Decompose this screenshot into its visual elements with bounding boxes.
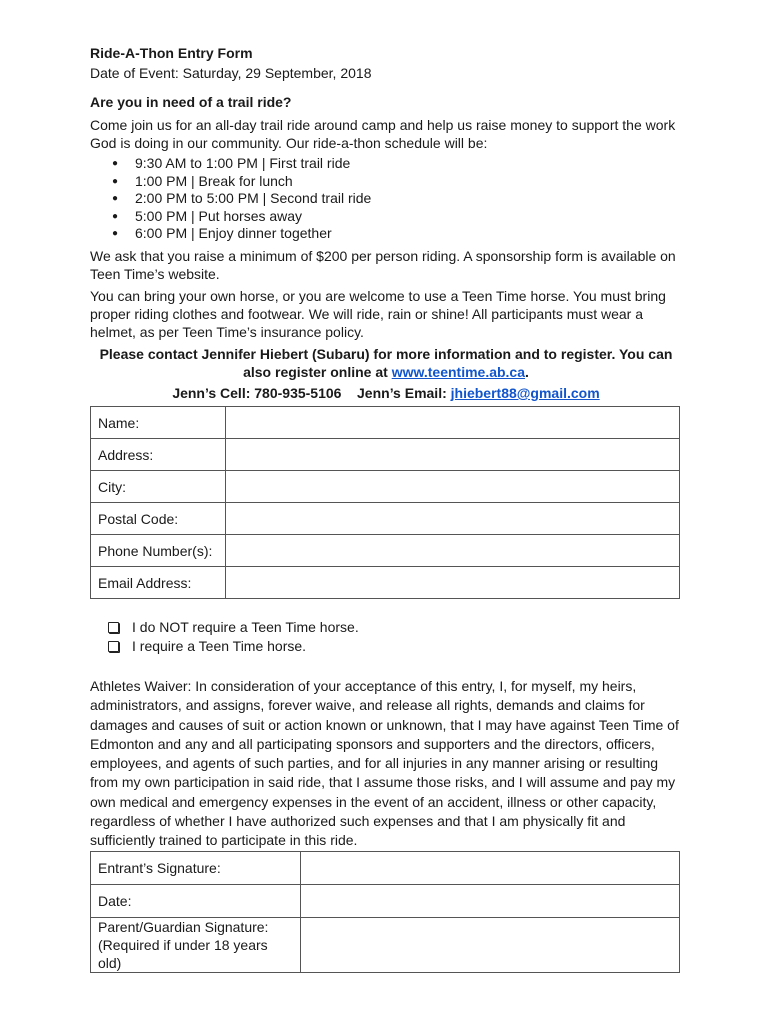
intro-question: Are you in need of a trail ride?: [90, 94, 292, 110]
contact-line-2-prefix: also register online at: [243, 364, 392, 380]
signature-table: [90, 851, 680, 973]
field-label-name: Name:: [91, 407, 226, 439]
signature-date-label: Date:: [91, 885, 301, 918]
schedule-item: ● 5:00 PM | Put horses away: [112, 208, 672, 226]
entrant-signature-label: Entrant’s Signature:: [91, 852, 301, 885]
parent-signature-label-line-2: (Required if under 18 years old): [98, 937, 268, 971]
email-label: Jenn’s Email:: [357, 385, 451, 401]
table-row: [91, 439, 680, 471]
table-row: [91, 407, 680, 439]
phone-field[interactable]: [226, 535, 680, 567]
event-date: Date of Event: Saturday, 29 September, 2018: [90, 65, 372, 81]
contact-line-2: [90, 363, 682, 381]
schedule-item: ● 1:00 PM | Break for lunch: [112, 173, 672, 191]
table-row: [91, 567, 680, 599]
signature-date-field[interactable]: [301, 885, 680, 918]
contact-details: [90, 384, 682, 402]
contact-line-2-suffix: .: [525, 364, 529, 380]
schedule-item: ● 2:00 PM to 5:00 PM | Second trail ride: [112, 190, 672, 208]
registration-table: [90, 406, 680, 599]
website-link[interactable]: www.teentime.ab.ca: [391, 364, 526, 380]
table-row: [91, 852, 680, 885]
table-row: [91, 885, 680, 918]
horse-option-label: I require a Teen Time horse.: [132, 638, 307, 654]
horse-info-paragraph: You can bring your own horse, or you are welcome to use a Teen Time horse. You must bring proper riding clothes and footwear. We will ride, rain or shine! All participants must wear a helmet, as per Teen Time’s insurance policy.: [90, 288, 666, 340]
horse-option-not-required[interactable]: [108, 618, 359, 637]
field-label-postal-code: Postal Code:: [91, 503, 226, 535]
horse-option-required[interactable]: [108, 637, 306, 656]
checkbox-icon[interactable]: [108, 622, 119, 633]
waiver-paragraph: Athletes Waiver: In consideration of your acceptance of this entry, I, for myself, my heirs, administrators, and assigns, forever waive, and release all rights, demands and claims for damages and causes of suit or action known or unknown, that I may have against Teen Time of Edmonton and any and all participating sponsors and supporters and the directors, officers, employees, and agents of such parties, and for all injuries in any manner arising or resulting from my own participation in said ride, that I assume those risks, and I will assume and pay my own medical and emergency expenses in the event of an accident, illness or other capacity, regardless of whether I have authorized such expenses and that I am physically fit and sufficiently trained to participate in this ride.: [90, 678, 679, 849]
form-title: Ride-A-Thon Entry Form: [90, 45, 253, 61]
field-label-city: City:: [91, 471, 226, 503]
contact-block: [90, 345, 682, 381]
parent-signature-label: [91, 918, 301, 973]
checkbox-icon[interactable]: [108, 641, 119, 652]
parent-signature-label-line-1: Parent/Guardian Signature:: [98, 919, 269, 935]
table-row: [91, 918, 680, 973]
intro-paragraph: Come join us for an all-day trail ride around camp and help us raise money to support the work God is doing in our community. Our ride-a-thon schedule will be:: [90, 117, 676, 151]
table-row: [91, 471, 680, 503]
schedule-list: [112, 155, 672, 243]
postal-code-field[interactable]: [226, 503, 680, 535]
field-label-address: Address:: [91, 439, 226, 471]
schedule-item: ● 6:00 PM | Enjoy dinner together: [112, 225, 672, 243]
sponsorship-paragraph: We ask that you raise a minimum of $200 per person riding. A sponsorship form is available on Teen Time’s website.: [90, 248, 676, 282]
email-link[interactable]: jhiebert88@gmail.com: [450, 385, 600, 401]
horse-option-label: I do NOT require a Teen Time horse.: [132, 619, 359, 635]
cell-number: Jenn’s Cell: 780-935-5106: [172, 385, 342, 401]
table-row: [91, 535, 680, 567]
entrant-signature-field[interactable]: [301, 852, 680, 885]
schedule-item: ● 9:30 AM to 1:00 PM | First trail ride: [112, 155, 672, 173]
email-field[interactable]: [226, 567, 680, 599]
name-field[interactable]: [226, 407, 680, 439]
parent-signature-field[interactable]: [301, 918, 680, 973]
city-field[interactable]: [226, 471, 680, 503]
contact-line-1: Please contact Jennifer Hiebert (Subaru) for more information and to register. You can: [99, 346, 673, 362]
field-label-phone: Phone Number(s):: [91, 535, 226, 567]
field-label-email: Email Address:: [91, 567, 226, 599]
address-field[interactable]: [226, 439, 680, 471]
table-row: [91, 503, 680, 535]
